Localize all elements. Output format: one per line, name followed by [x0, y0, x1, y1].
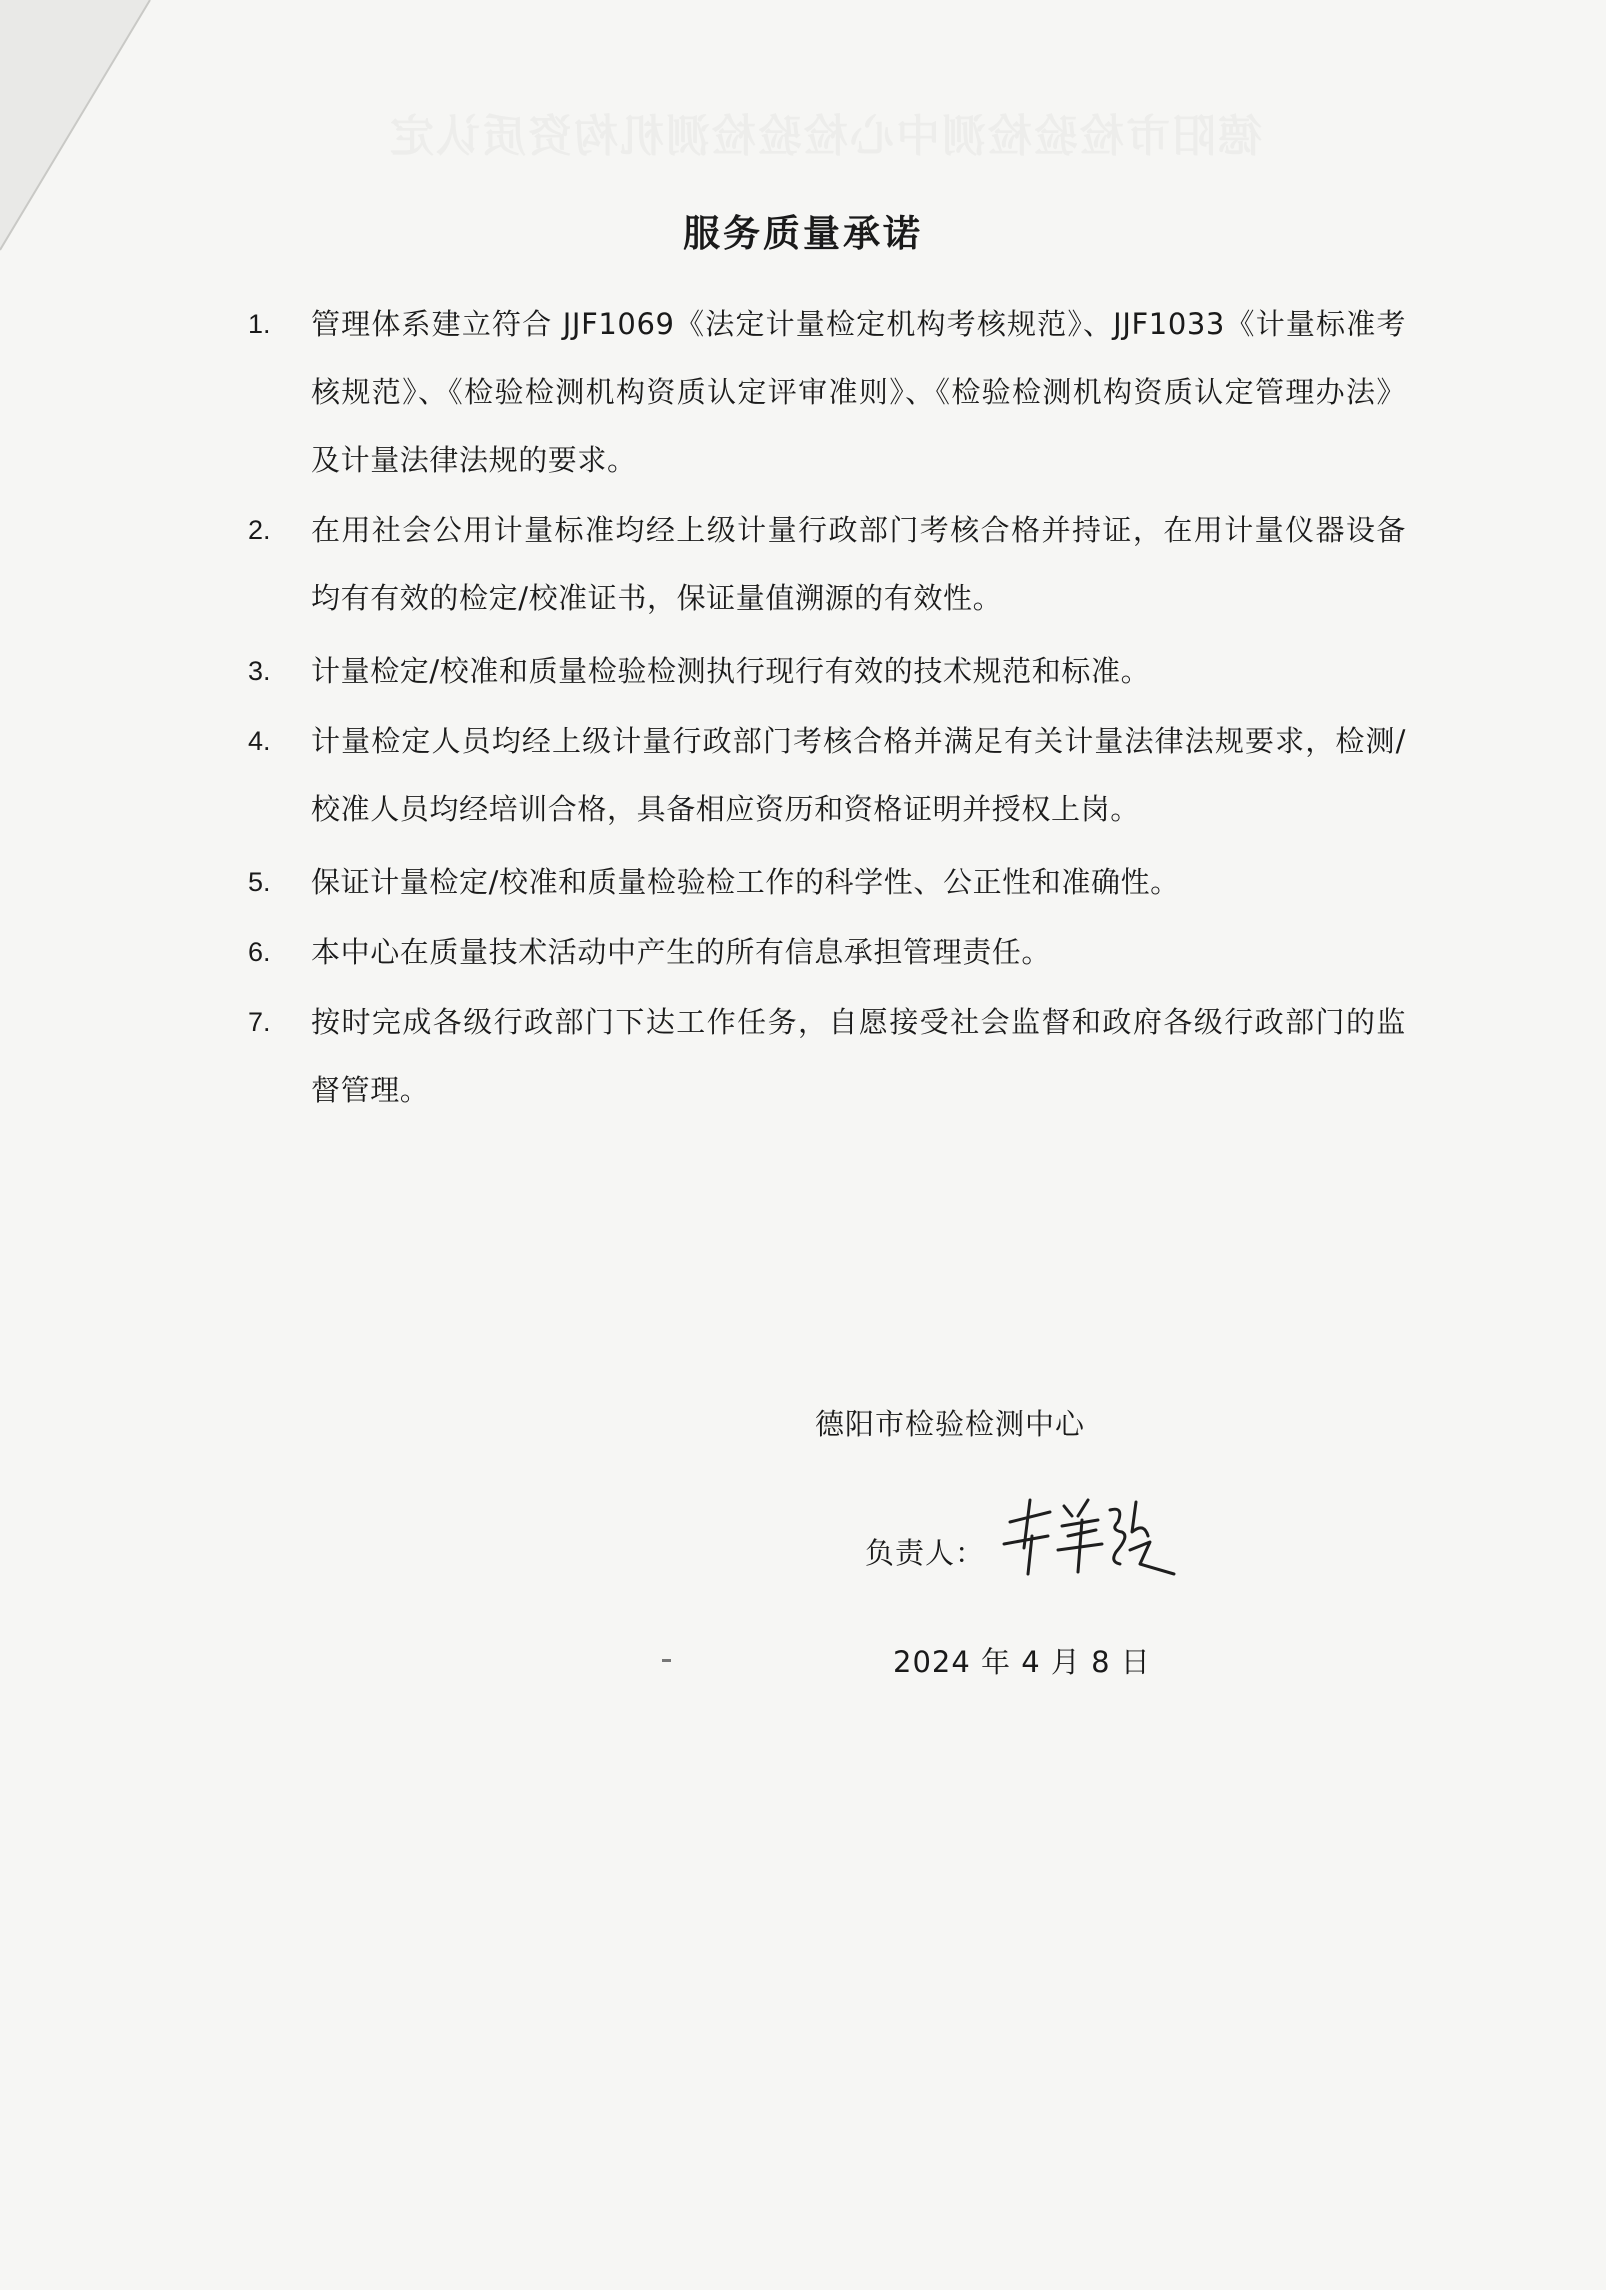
- item-number: 5.: [248, 867, 271, 897]
- scan-speck: [662, 1659, 671, 1662]
- item-number: 3.: [248, 656, 271, 686]
- document-date: 2024 年 4 月 8 日: [893, 1645, 1151, 1679]
- item-text: 管理体系建立符合 JJF1069《法定计量检定机构考核规范》、JJF1033《计量标准考核规范》、《检验检测机构资质认定评审准则》、《检验检测机构资质认定管理办法》及计量法律法规的要求。: [311, 307, 1406, 477]
- item-text: 按时完成各级行政部门下达工作任务，自愿接受社会监督和政府各级行政部门的监督管理。: [311, 1005, 1406, 1107]
- item-number: 1.: [248, 309, 271, 339]
- item-text: 计量检定/校准和质量检验检测执行现行有效的技术规范和标准。: [311, 654, 1151, 688]
- item-text: 保证计量检定/校准和质量检验检工作的科学性、公正性和准确性。: [311, 865, 1180, 899]
- item-number: 4.: [248, 726, 271, 756]
- item-text: 在用社会公用计量标准均经上级计量行政部门考核合格并持证，在用计量仪器设备均有有效的检定/校准证书，保证量值溯源的有效性。: [311, 513, 1406, 615]
- document-title: 服务质量承诺: [683, 212, 923, 255]
- item-text: 本中心在质量技术活动中产生的所有信息承担管理责任。: [311, 935, 1052, 969]
- item-number: 2.: [248, 515, 271, 545]
- responsible-person-label: 负责人：: [865, 1536, 986, 1570]
- handwritten-signature: [998, 1492, 1178, 1582]
- item-number: 7.: [248, 1007, 271, 1037]
- item-text: 计量检定人员均经上级计量行政部门考核合格并满足有关计量法律法规要求，检测/校准人员均经培训合格，具备相应资历和资格证明并授权上岗。: [311, 724, 1406, 826]
- item-number: 6.: [248, 937, 271, 967]
- bleed-through-text: 德阳市检验检测中心检验检测机构资质认定: [388, 111, 1262, 162]
- organization-name: 德阳市检验检测中心: [815, 1407, 1086, 1441]
